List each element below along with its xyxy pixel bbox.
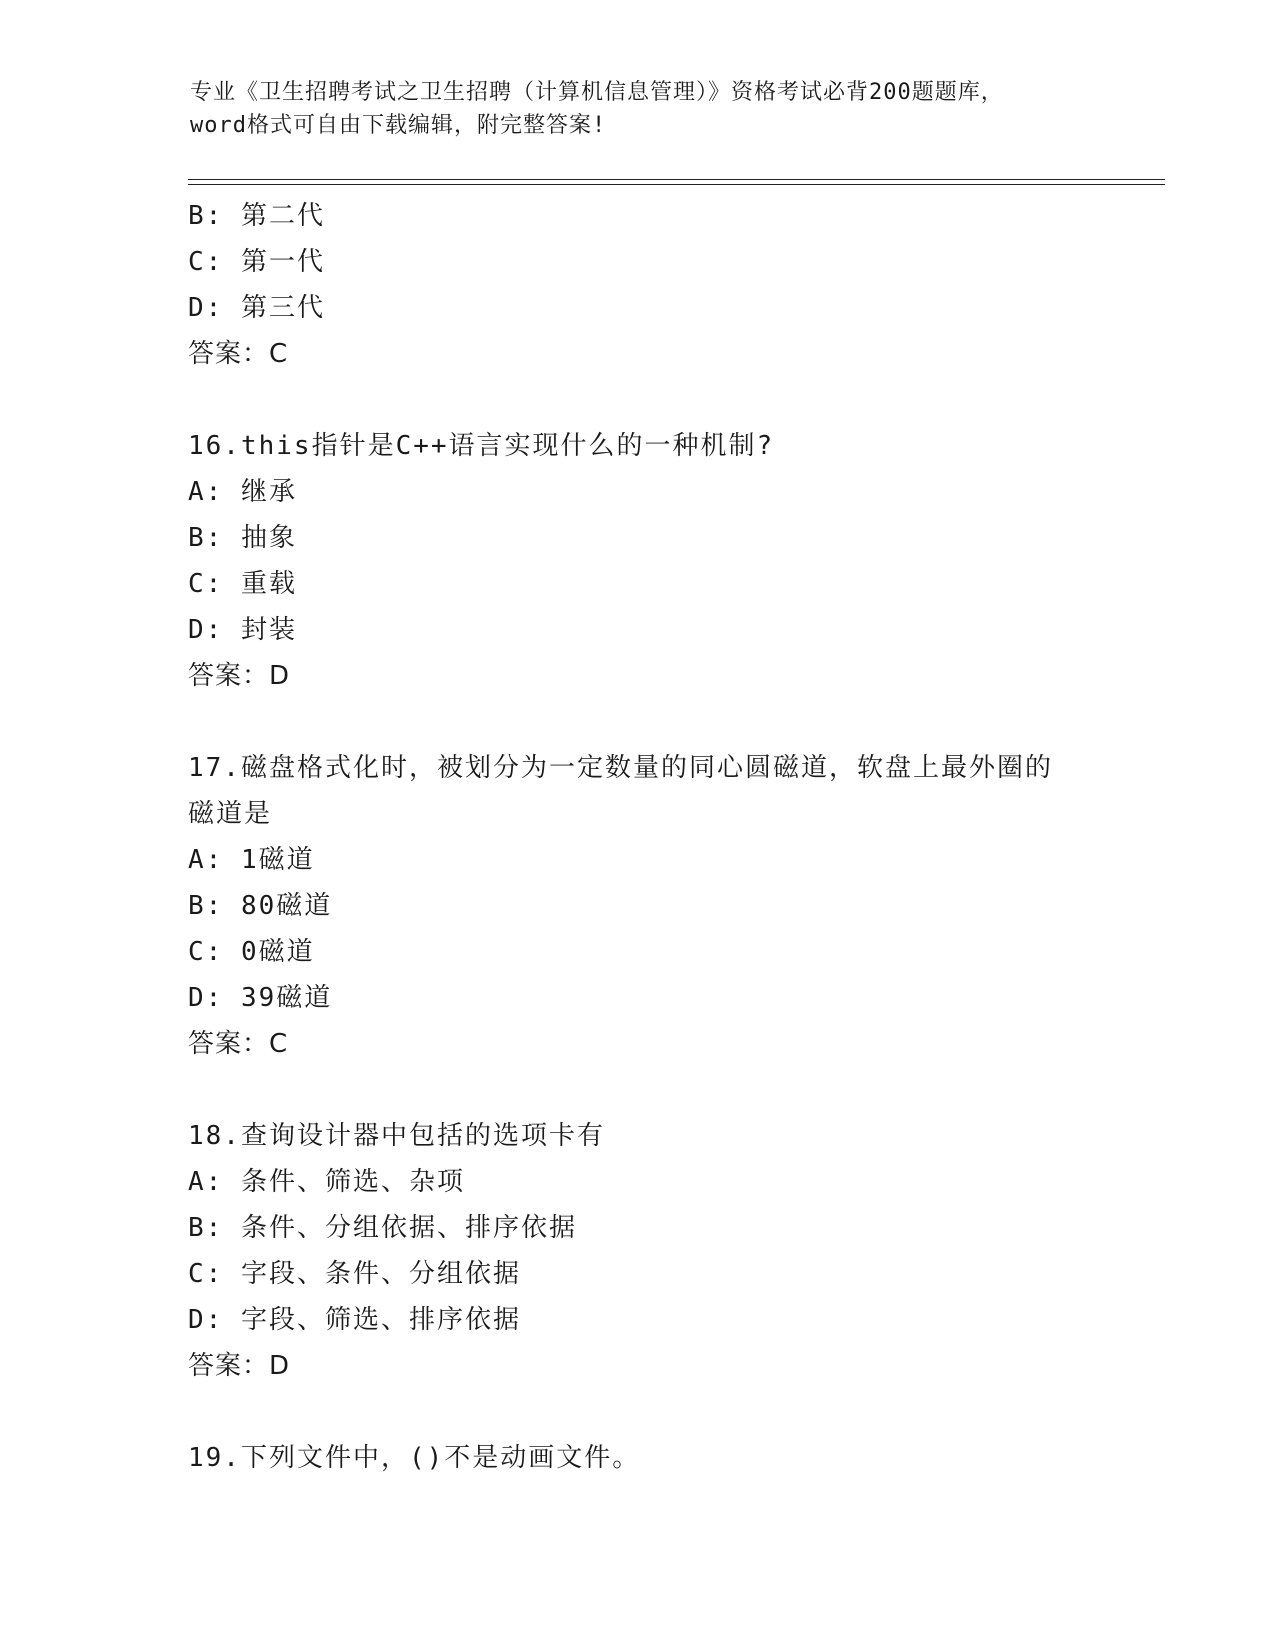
option-d: D: 字段、筛选、排序依据 [188,1305,521,1335]
option-a: A: 1磁道 [188,845,315,875]
question-spacer [188,1067,1138,1113]
option-b: B: 条件、分组依据、排序依据 [188,1213,577,1243]
question-stem: 16.this指针是C++语言实现什么的一种机制? [188,431,775,461]
option-c: C: 第一代 [188,247,325,277]
option-d: D: 封装 [188,615,297,645]
question-spacer [188,1389,1138,1435]
question-stem: 19.下列文件中，()不是动画文件。 [188,1443,641,1473]
option-b: B: 80磁道 [188,891,333,921]
question-17 [188,745,1138,1067]
header-divider-top [188,179,1165,180]
question-spacer [188,377,1138,423]
question-19 [188,1435,1138,1481]
question-15-continued [188,193,1138,377]
question-18 [188,1113,1138,1389]
option-c: C: 字段、条件、分组依据 [188,1259,521,1289]
answer-label: 答案：D [188,661,291,691]
question-spacer [188,699,1138,745]
question-16 [188,423,1138,699]
answer-label: 答案：C [188,339,289,369]
question-list [188,193,1138,1481]
option-b: B: 第二代 [188,201,325,231]
option-d: D: 第三代 [188,293,325,323]
question-stem-line-2: 磁道是 [188,799,273,829]
option-c: C: 重载 [188,569,297,599]
answer-label: 答案：D [188,1351,291,1381]
question-stem-line-1: 17.磁盘格式化时，被划分为一定数量的同心圆磁道，软盘上最外圈的 [188,753,1053,783]
answer-label: 答案：C [188,1029,289,1059]
header-title-line-1: 专业《卫生招聘考试之卫生招聘（计算机信息管理）》资格考试必背200题题库， [190,80,1004,105]
question-stem: 18.查询设计器中包括的选项卡有 [188,1121,605,1151]
document-header [190,76,1090,142]
option-a: A: 继承 [188,477,297,507]
option-a: A: 条件、筛选、杂项 [188,1167,465,1197]
header-title-line-2: word格式可自由下载编辑，附完整答案! [190,113,607,138]
option-b: B: 抽象 [188,523,297,553]
option-c: C: 0磁道 [188,937,315,967]
option-d: D: 39磁道 [188,983,333,1013]
header-divider-bottom [188,184,1165,185]
